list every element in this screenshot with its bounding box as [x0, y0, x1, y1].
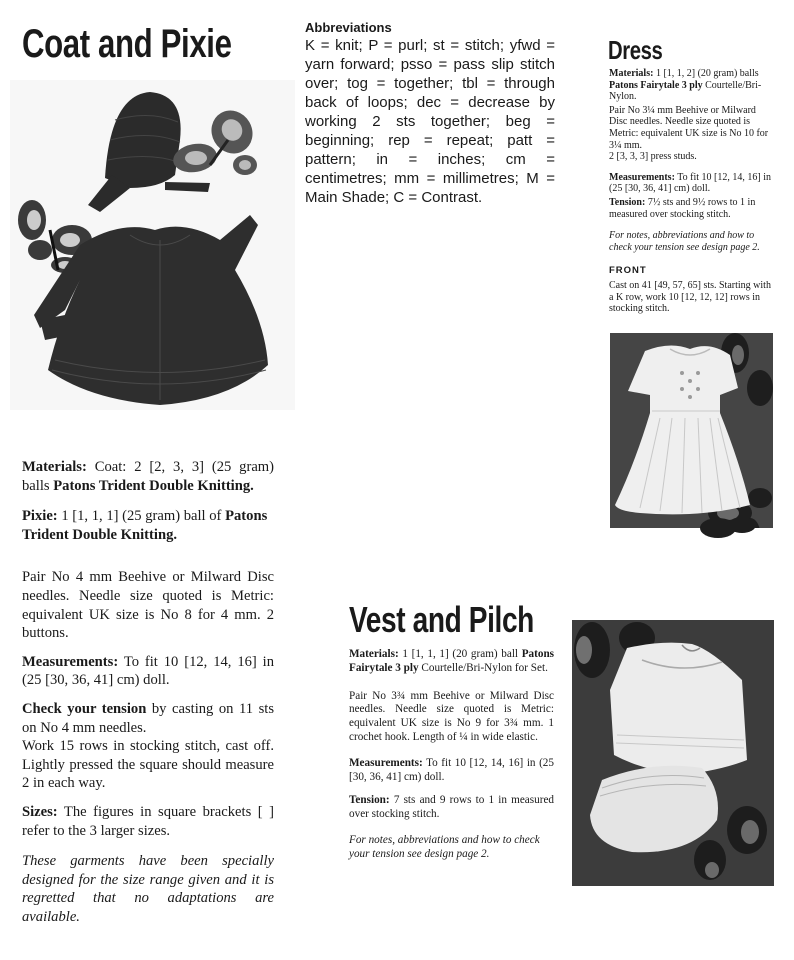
vest-tension-text: 7 sts and 9 rows to 1 in measured over stocking stitch.: [349, 794, 555, 821]
pixie-label: Pixie:: [22, 508, 58, 525]
vest-measurements-label: Measurements:: [349, 756, 423, 769]
abbreviations-text: K = knit; P = purl; st = stitch; yfwd = yarn forward; psso = pass slip stitch over; tog = together; tbl = through back of loops; dec = decrease by working 2 sts together; beg = beginning; rep = repeat; patt = pattern; in = inches; cm = centimetres; mm = millimetres; M = Main Shade; C = Contrast.: [305, 37, 555, 206]
abbreviations-title: Abbreviations: [305, 20, 392, 35]
coat-materials-text: Coat: 2 [2, 3, 3] (25 gram) balls: [22, 459, 275, 494]
coat-materials-yarn: Patons Trident Double Knitting.: [53, 477, 254, 494]
vest-pilch-photo: [572, 620, 774, 886]
vest-measurements-text: To fit 10 [12, 14, 16] in (25 [30, 36, 41] cm) doll.: [349, 756, 554, 783]
dress-tension-text: 7½ sts and 9½ rows to 1 in measured over stocking stitch.: [609, 196, 756, 220]
dress-needles: Pair No 3¼ mm Beehive or Milward Disc needles. Needle size quoted is Metric: equivalent UK size is No 10 for 3¼ mm.: [609, 104, 769, 151]
vest-materials-yarn: Patons Fairytale 3 ply: [349, 648, 555, 674]
coat-measurements-text: To fit 10 [12, 14, 16] in (25 [30, 36, 41] cm) doll.: [22, 653, 274, 689]
dress-materials-label: Materials:: [609, 68, 654, 79]
dress-note: For notes, abbreviations and how to check your tension see design page 2.: [609, 230, 760, 253]
dress-tension-label: Tension:: [609, 196, 646, 208]
dress-materials-yarn-rest: Courtelle/Bri-Nylon.: [609, 79, 762, 103]
vest-materials-yarn-rest: Courtelle/Bri-Nylon for Set.: [421, 661, 548, 674]
pixie-text: 1 [1, 1, 1] (25 gram) ball of: [61, 508, 222, 525]
dress-photo: [610, 333, 773, 557]
pixie-yarn: Patons Trident Double Knitting.: [22, 508, 268, 543]
vest-title: Vest and Pilch: [349, 599, 534, 640]
dress-measurements-text: To fit 10 [12, 14, 16] in (25 [30, 36, 41] cm) doll.: [609, 171, 771, 195]
coat-needles: Pair No 4 mm Beehive or Milward Disc needles. Needle size quoted is Metric: equivalent UK size is No 8 for 4 mm. 2 buttons.: [22, 569, 274, 642]
dress-front-text: Cast on 41 [49, 57, 65] sts. Starting with a K row, work 10 [12, 12, 12] rows in stocking stitch.: [609, 279, 771, 315]
coat-tension-text: by casting on 11 sts on No 4 mm needles.: [22, 700, 274, 736]
vest-needles: Pair No 3¾ mm Beehive or Milward Disc needles. Needle size quoted is Metric: equivalent UK size is No 9 for 3¾ mm. 1 crochet hook. Length of ¼ in wide elastic.: [349, 689, 554, 743]
coat-sizes-label: Sizes:: [22, 803, 58, 820]
coat-note: These garments have been specially designed for the size range given and it is regretted that no adaptations are available.: [22, 853, 274, 925]
dress-materials-yarn: Patons Fairytale 3 ply: [609, 79, 703, 91]
coat-tension-label: Check your tension: [22, 700, 147, 717]
coat-materials-label: Materials:: [22, 459, 87, 475]
coat-pixie-photo: [10, 80, 295, 430]
dress-studs: 2 [3, 3, 3] press studs.: [609, 151, 697, 163]
vest-tension-label: Tension:: [349, 794, 390, 807]
coat-measurements-label: Measurements:: [22, 653, 119, 670]
coat-title: Coat and Pixie: [22, 22, 232, 66]
vest-materials-text: 1 [1, 1, 1] (20 gram) ball: [402, 648, 519, 660]
vest-materials-label: Materials:: [349, 648, 399, 660]
vest-note: For notes, abbreviations and how to check your tension see design page 2.: [349, 833, 540, 860]
coat-tension-text-2: Work 15 rows in stocking stitch, cast off. Lightly pressed the square should measure 2 in each way.: [22, 738, 274, 792]
dress-materials-text: 1 [1, 1, 2] (20 gram) balls: [655, 68, 759, 79]
dress-measurements-label: Measurements:: [609, 171, 675, 183]
dress-title: Dress: [608, 35, 663, 65]
coat-sizes-text: The figures in square brackets [ ] refer to the 3 larger sizes.: [22, 803, 274, 839]
dress-front-label: FRONT: [609, 265, 647, 277]
